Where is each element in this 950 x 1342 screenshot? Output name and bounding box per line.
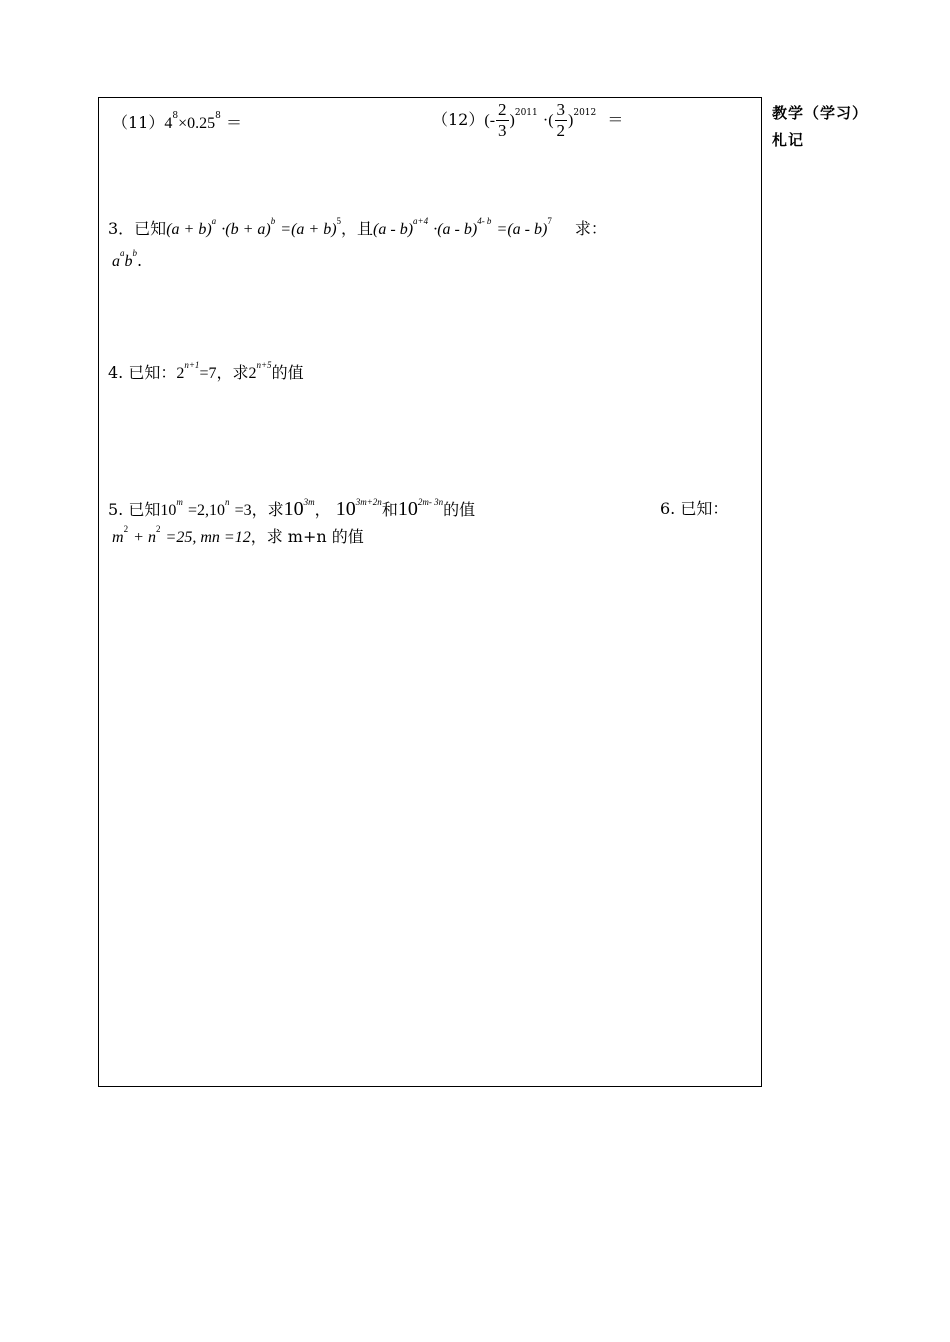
equation: =2,10: [187, 502, 225, 519]
exponent: a: [120, 248, 125, 258]
term: =(a - b): [496, 221, 548, 238]
exponent: n+5: [256, 360, 272, 370]
exponent: 8: [172, 111, 179, 121]
close-paren: ): [509, 112, 515, 129]
exponent: 2: [155, 524, 161, 534]
equation: =25, mn =12: [165, 529, 251, 546]
exponent: 2011: [514, 108, 538, 118]
term: ·(a - b): [433, 221, 478, 238]
answer-frame: [98, 97, 762, 1087]
equation: =3: [234, 502, 252, 519]
exponent: n: [224, 497, 230, 507]
problem-11: $(11)4^8\times 0.25^8$ ＝: [112, 111, 242, 132]
term: ·(b + a): [221, 221, 271, 238]
exponent: 8: [215, 111, 221, 121]
denominator: 3: [498, 121, 507, 140]
problem-3-line2: [112, 250, 142, 273]
equals-sign: ＝: [225, 115, 242, 132]
multiplier: ×0.25: [178, 115, 216, 132]
exponent: 2: [123, 524, 129, 534]
problem-11-label: （11）: [112, 113, 165, 132]
exponent: b: [132, 248, 137, 258]
numerator: 2: [498, 100, 507, 119]
close-paren: ): [568, 112, 574, 129]
problem-3-prefix: 3．已知: [108, 219, 167, 238]
connector-text: ，且: [341, 219, 374, 238]
problem-5-prefix: 5. 已知: [108, 500, 161, 519]
exponent: m: [176, 497, 183, 507]
exponent: a+4: [413, 216, 429, 226]
problem-4: [108, 362, 304, 385]
period: .: [137, 251, 143, 270]
problem-6-prefix-line: [660, 498, 728, 520]
connector-text: ，求: [216, 363, 249, 382]
term: b: [124, 253, 133, 270]
side-note-line1: 教学（学习）: [772, 104, 869, 122]
open-paren: (-: [484, 112, 496, 129]
exponent: a: [211, 216, 217, 226]
base: 10: [283, 498, 304, 520]
exponent: 7: [547, 216, 552, 226]
problem-3-line1: [108, 218, 607, 241]
problem-12: [432, 98, 623, 143]
problem-5: [108, 498, 475, 522]
exponent: n+1: [184, 360, 200, 370]
term: m: [112, 529, 124, 546]
base: 10: [160, 502, 177, 519]
numerator: 3: [556, 100, 566, 119]
suffix-text: 的值: [271, 363, 304, 382]
problem-6-prefix: 6. 已知：: [660, 499, 729, 518]
exponent: 3m+2n: [355, 497, 382, 507]
problem-12-label: （12）: [432, 110, 485, 129]
equals-sign: ＝: [607, 112, 624, 129]
exponent: 5: [336, 216, 342, 226]
denominator: 2: [556, 121, 566, 140]
term: (a + b): [166, 221, 212, 238]
base: 10: [335, 498, 356, 520]
exponent: 4- b: [477, 216, 492, 226]
dot-operator: ·(: [542, 112, 554, 129]
fraction: [496, 100, 509, 141]
ask-text: 求：: [574, 219, 607, 238]
connector-text: ，求: [251, 500, 284, 519]
base: 10: [397, 498, 418, 520]
and-text: 和: [381, 500, 398, 519]
base: 2: [176, 365, 185, 382]
equation: =7: [199, 365, 217, 382]
side-note-line2: 札记: [772, 131, 805, 149]
term: =(a + b): [280, 221, 337, 238]
base: 2: [248, 365, 257, 382]
exponent: 2m- 3n: [417, 497, 444, 507]
comma: ，: [314, 500, 331, 519]
term: a: [112, 253, 120, 270]
exponent: 2012: [573, 108, 597, 118]
suffix-text: ，求 m+n 的值: [250, 527, 364, 546]
problem-6: [112, 526, 364, 549]
suffix-text: 的值: [443, 500, 476, 519]
term: + n: [133, 529, 156, 546]
exponent: 3m: [303, 497, 315, 507]
side-note: [772, 100, 892, 154]
exponent: b: [270, 216, 276, 226]
problem-4-prefix: 4. 已知：: [108, 363, 177, 382]
term: (a - b): [373, 221, 414, 238]
fraction: [555, 100, 568, 141]
